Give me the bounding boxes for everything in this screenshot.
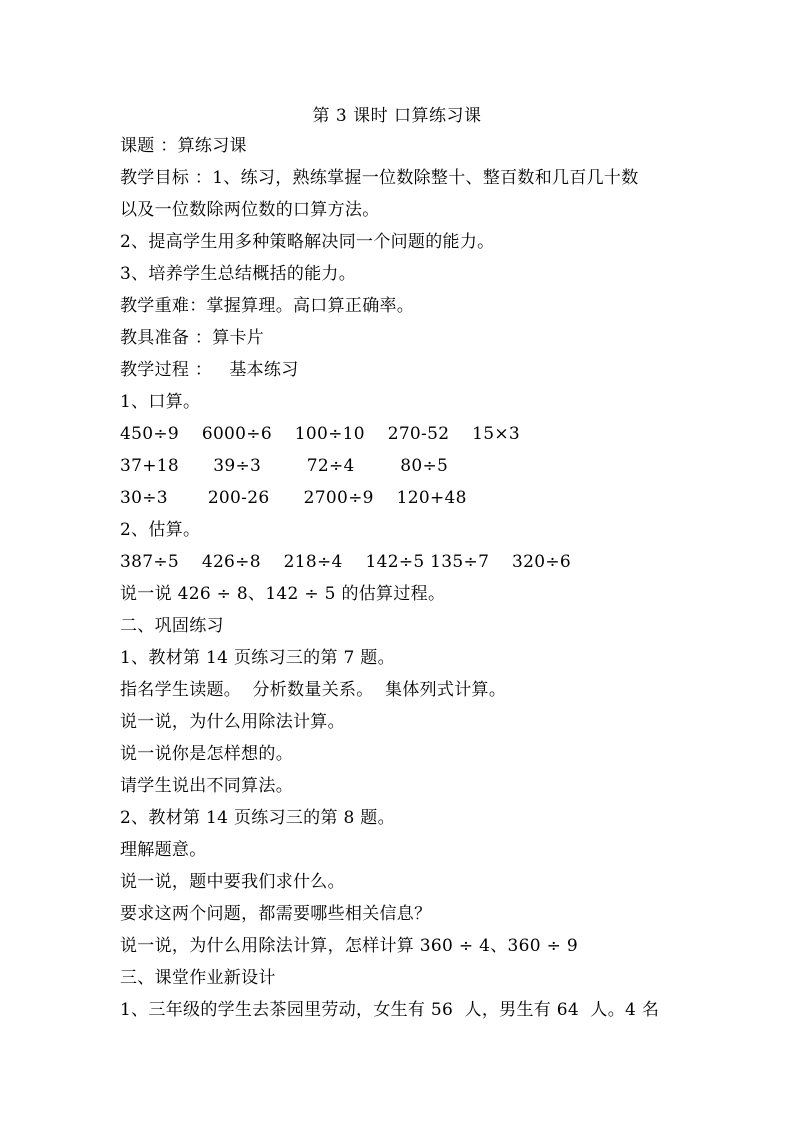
oral-calc-heading: 1、口算。 [120, 392, 201, 412]
exercise-8-line: 2、教材第 14 页练习三的第 8 题。 [120, 808, 395, 828]
lesson-title: 第 3 课时 口算练习课 [312, 106, 482, 126]
read-problem-line: 指名学生读题。 分析数量关系。 集体列式计算。 [120, 680, 507, 700]
why-division-line: 说一说，为什么用除法计算。 [120, 712, 345, 732]
section-2-heading: 二、巩固练习 [120, 616, 224, 636]
goal-line: 教学目标 ：1、练习，熟练掌握一位数除整十、整百数和几百几十数 [120, 168, 639, 188]
teaching-process-line: 教学过程 ： 基本练习 [120, 360, 299, 380]
how-to-calc-line: 说一说，为什么用除法计算，怎样计算 360 ÷ 4、360 ÷ 9 [120, 936, 578, 956]
teaching-aids-line: 教具准备 ：算卡片 [120, 328, 265, 348]
estimate-row: 387÷5 426÷8 218÷4 142÷5 135÷7 320÷6 [120, 552, 572, 572]
different-methods-line: 请学生说出不同算法。 [120, 776, 293, 796]
exercise-7-line: 1、教材第 14 页练习三的第 7 题。 [120, 648, 395, 668]
homework-1-line: 1、三年级的学生去茶园里劳动，女生有 56 人，男生有 64 人。4 名 [120, 1000, 660, 1020]
goal-3-line: 3、培养学生总结概括的能力。 [120, 264, 357, 284]
what-to-find-line: 说一说，题中要我们求什么。 [120, 872, 345, 892]
goal-line-continued: 以及一位数除两位数的口算方法。 [120, 200, 380, 220]
oral-calc-row-3: 30÷3 200-26 2700÷9 120+48 [120, 488, 467, 508]
topic-line: 课题 ：算练习课 [120, 136, 247, 156]
goal-2-line: 2、提高学生用多种策略解决同一个问题的能力。 [120, 232, 495, 252]
key-difficulty-line: 教学重难：掌握算理。高口算正确率。 [120, 296, 415, 316]
estimate-heading: 2、估算。 [120, 520, 201, 540]
understand-problem-line: 理解题意。 [120, 840, 207, 860]
section-3-heading: 三、课堂作业新设计 [120, 968, 276, 988]
oral-calc-row-1: 450÷9 6000÷6 100÷10 270-52 15×3 [120, 424, 521, 444]
how-think-line: 说一说你是怎样想的。 [120, 744, 293, 764]
estimate-explain-line: 说一说 426 ÷ 8、142 ÷ 5 的估算过程。 [120, 584, 446, 604]
oral-calc-row-2: 37+18 39÷3 72÷4 80÷5 [120, 456, 449, 476]
needed-info-line: 要求这两个问题，都需要哪些相关信息？ [120, 904, 432, 924]
